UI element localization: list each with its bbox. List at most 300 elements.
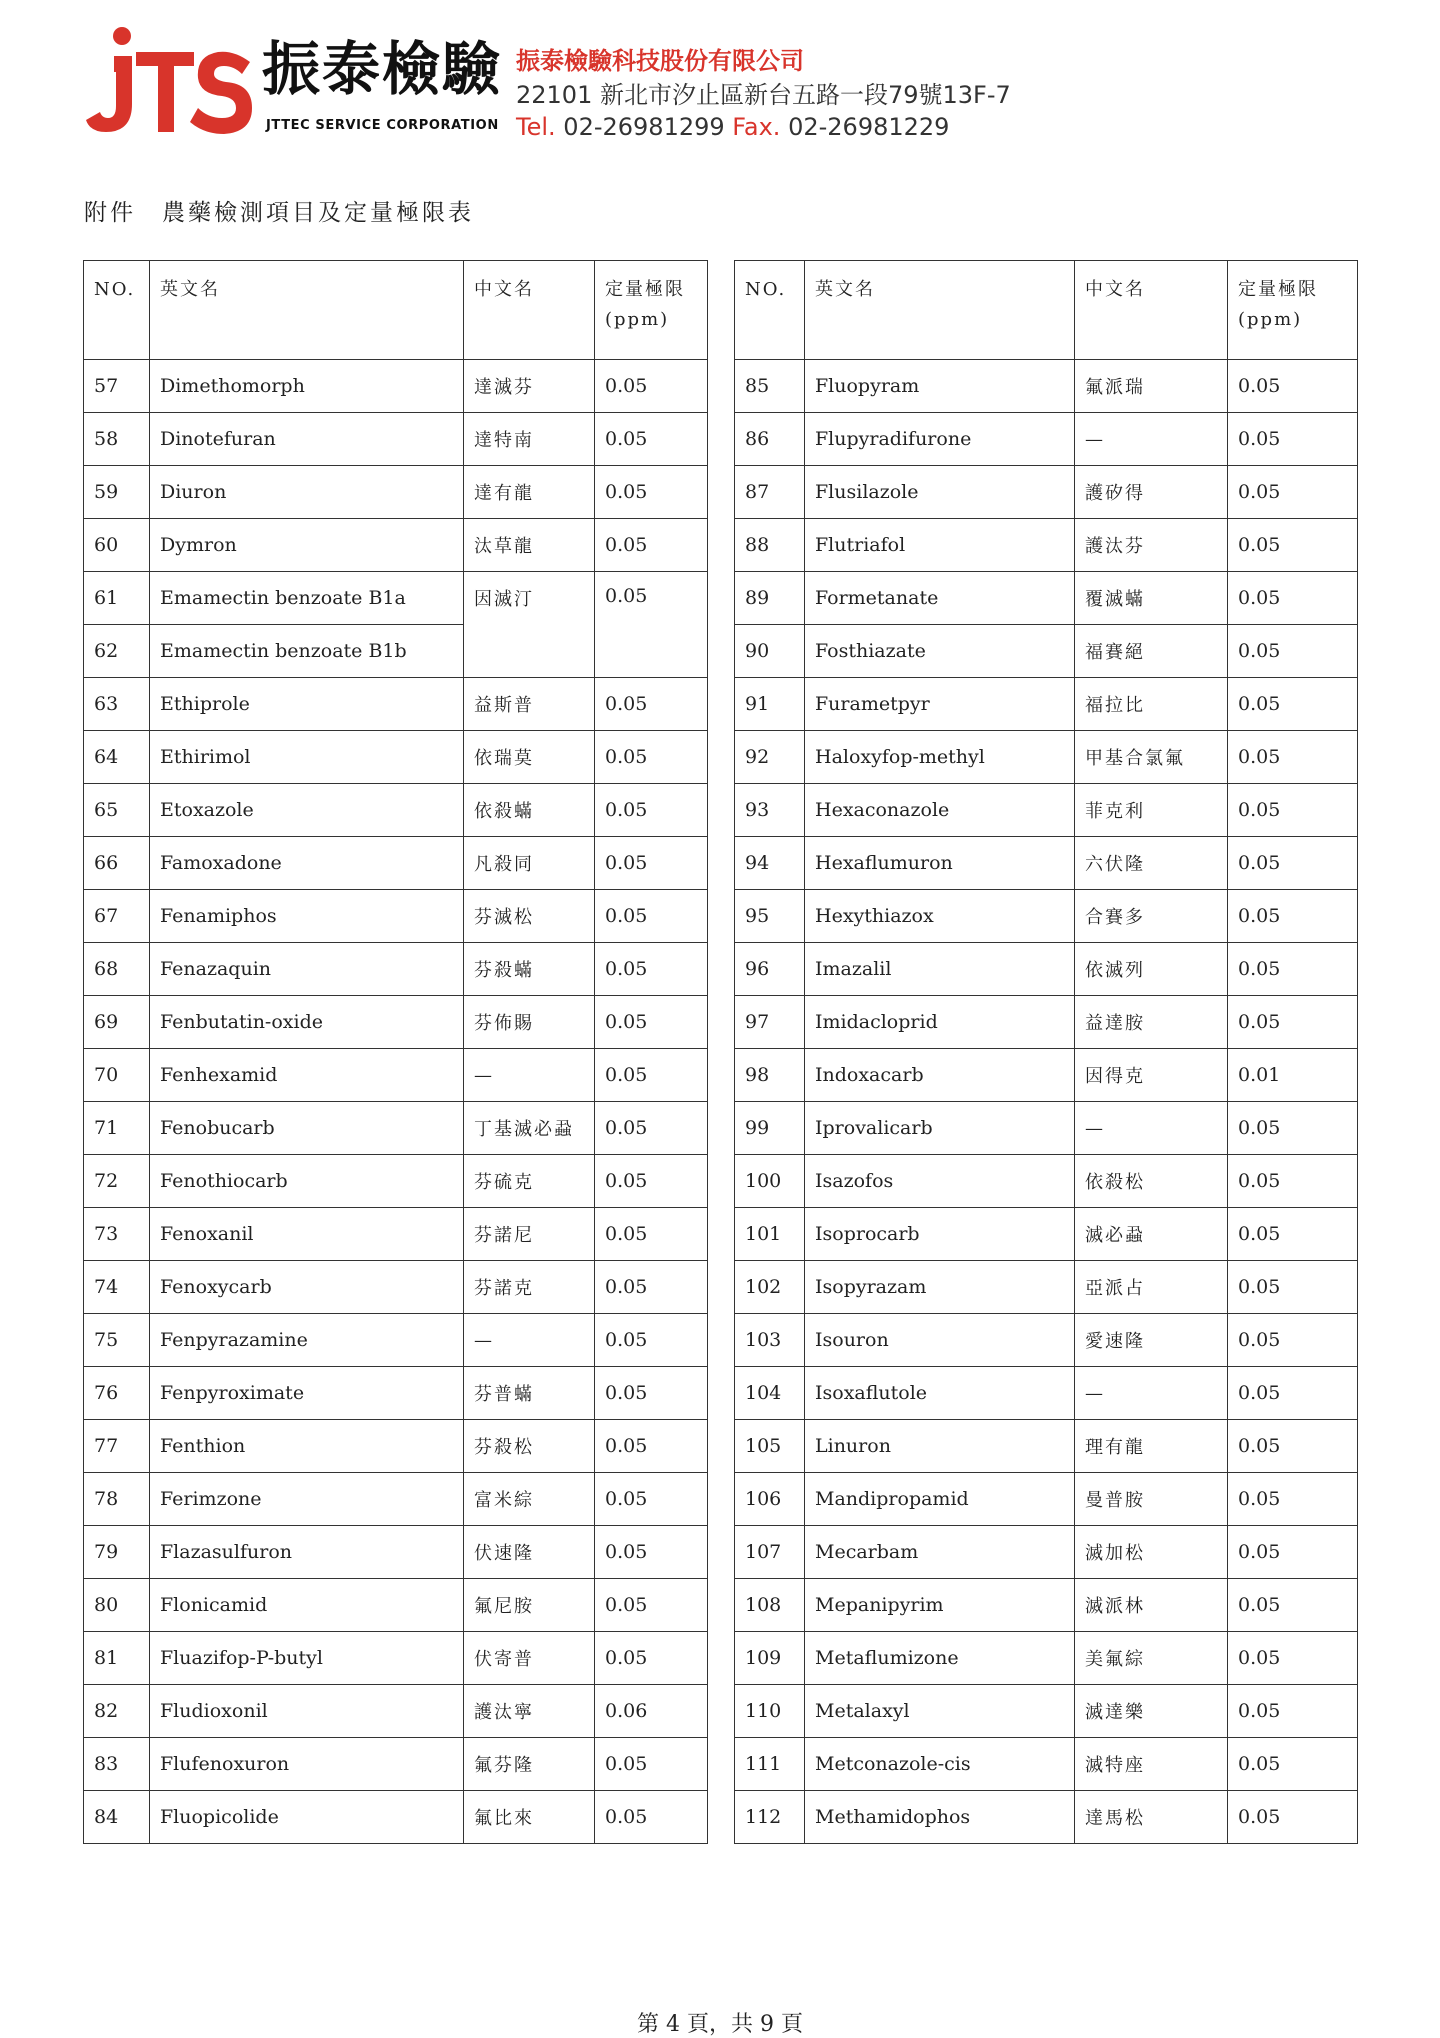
- table-row: [735, 360, 1358, 413]
- cell-loq: 0.05: [595, 1579, 708, 1632]
- cell-loq: 0.05: [1228, 360, 1358, 413]
- table-row: [735, 1102, 1358, 1155]
- cell-loq: 0.05: [595, 1473, 708, 1526]
- company-name: 振泰檢驗科技股份有限公司: [516, 47, 804, 75]
- cell-en-name: Ferimzone: [150, 1473, 464, 1526]
- table-row: [84, 360, 708, 413]
- table-row: [84, 1526, 708, 1579]
- cell-no: 93: [735, 784, 805, 837]
- cell-zh-name: —: [464, 1049, 595, 1102]
- cell-loq: 0.05: [595, 1261, 708, 1314]
- cell-en-name: Fenobucarb: [150, 1102, 464, 1155]
- cell-loq: 0.05: [595, 943, 708, 996]
- table-row: [735, 625, 1358, 678]
- brand-name-zh: 振泰檢驗: [262, 35, 503, 103]
- tel-number: 02-26981299: [563, 113, 725, 141]
- cell-loq: 0.05: [595, 413, 708, 466]
- letterhead: [84, 24, 1384, 144]
- cell-no: 95: [735, 890, 805, 943]
- header-en-name: 英文名: [805, 261, 1075, 360]
- header-loq: [595, 261, 708, 360]
- header-en-name: 英文名: [150, 261, 464, 360]
- cell-en-name: Fluopicolide: [150, 1791, 464, 1844]
- cell-no: 65: [84, 784, 150, 837]
- cell-no: 82: [84, 1685, 150, 1738]
- header-loq: [1228, 261, 1358, 360]
- logo-text: JTS: [84, 26, 86, 27]
- cell-loq: 0.05: [1228, 1367, 1358, 1420]
- cell-loq: 0.05: [595, 1155, 708, 1208]
- cell-zh-name: 合賽多: [1075, 890, 1228, 943]
- cell-loq: 0.05: [1228, 837, 1358, 890]
- table-row: [84, 466, 708, 519]
- cell-no: 107: [735, 1526, 805, 1579]
- cell-zh-name: 理有龍: [1075, 1420, 1228, 1473]
- cell-zh-name: 伏速隆: [464, 1526, 595, 1579]
- cell-zh-name: 依殺松: [1075, 1155, 1228, 1208]
- pesticide-table-right: [734, 260, 1358, 1844]
- cell-no: 112: [735, 1791, 805, 1844]
- cell-loq: 0.05: [1228, 1685, 1358, 1738]
- cell-en-name: Haloxyfop-methyl: [805, 731, 1075, 784]
- table-row: [84, 1579, 708, 1632]
- cell-en-name: Emamectin benzoate B1a: [150, 572, 464, 625]
- cell-loq: 0.05: [1228, 413, 1358, 466]
- cell-zh-name: 富米綜: [464, 1473, 595, 1526]
- cell-loq: 0.05: [595, 1102, 708, 1155]
- cell-zh-name: 依瑞莫: [464, 731, 595, 784]
- cell-loq: 0.05: [595, 678, 708, 731]
- cell-loq: 0.06: [595, 1685, 708, 1738]
- cell-no: 71: [84, 1102, 150, 1155]
- cell-loq: 0.05: [595, 1791, 708, 1844]
- table-row: [735, 1579, 1358, 1632]
- cell-zh-name: 芬佈賜: [464, 996, 595, 1049]
- cell-no: 80: [84, 1579, 150, 1632]
- cell-loq: 0.05: [1228, 1738, 1358, 1791]
- cell-no: 67: [84, 890, 150, 943]
- cell-en-name: Fenthion: [150, 1420, 464, 1473]
- cell-no: 91: [735, 678, 805, 731]
- cell-en-name: Formetanate: [805, 572, 1075, 625]
- table-row: [735, 1791, 1358, 1844]
- page-number: 第 4 頁，共 9 頁: [637, 2012, 803, 2037]
- cell-en-name: Hexaconazole: [805, 784, 1075, 837]
- cell-no: 110: [735, 1685, 805, 1738]
- cell-zh-name: 滅派林: [1075, 1579, 1228, 1632]
- cell-no: 63: [84, 678, 150, 731]
- cell-en-name: Iprovalicarb: [805, 1102, 1075, 1155]
- table-row: [84, 1208, 708, 1261]
- cell-zh-name: 氟比來: [464, 1791, 595, 1844]
- cell-en-name: Ethirimol: [150, 731, 464, 784]
- cell-zh-name: 護汰寧: [464, 1685, 595, 1738]
- cell-loq: 0.05: [1228, 784, 1358, 837]
- cell-zh-name: 芬普蟎: [464, 1367, 595, 1420]
- cell-loq: 0.05: [1228, 1420, 1358, 1473]
- document-title: [84, 194, 474, 227]
- cell-en-name: Imidacloprid: [805, 996, 1075, 1049]
- fax-number: 02-26981229: [788, 113, 950, 141]
- cell-zh-name: 亞派占: [1075, 1261, 1228, 1314]
- cell-loq: 0.05: [595, 1367, 708, 1420]
- header-zh-name: 中文名: [464, 261, 595, 360]
- cell-en-name: Fenoxycarb: [150, 1261, 464, 1314]
- table-row: [735, 1685, 1358, 1738]
- cell-en-name: Flupyradifurone: [805, 413, 1075, 466]
- cell-no: 83: [84, 1738, 150, 1791]
- cell-no: 69: [84, 996, 150, 1049]
- cell-zh-name: 達滅芬: [464, 360, 595, 413]
- cell-loq: 0.05: [1228, 1579, 1358, 1632]
- cell-no: 68: [84, 943, 150, 996]
- cell-en-name: Mepanipyrim: [805, 1579, 1075, 1632]
- table-row: [84, 1738, 708, 1791]
- company-address: 22101 新北市汐止區新台五路一段79號13F-7: [516, 81, 1011, 109]
- cell-loq: 0.05: [595, 519, 708, 572]
- table-row: [84, 996, 708, 1049]
- table-row: [735, 837, 1358, 890]
- table-row: [84, 784, 708, 837]
- cell-loq: 0.05: [1228, 1155, 1358, 1208]
- cell-zh-name: —: [464, 1314, 595, 1367]
- cell-zh-name: 芬殺蟎: [464, 943, 595, 996]
- table-row: [735, 1738, 1358, 1791]
- cell-loq: 0.05: [595, 1049, 708, 1102]
- cell-no: 98: [735, 1049, 805, 1102]
- table-row: [735, 1473, 1358, 1526]
- table-header-row: [84, 261, 708, 360]
- cell-no: 109: [735, 1632, 805, 1685]
- cell-no: 96: [735, 943, 805, 996]
- table-row: [84, 519, 708, 572]
- cell-zh-name: 氟派瑞: [1075, 360, 1228, 413]
- table-row: [735, 1049, 1358, 1102]
- cell-zh-name: 氟芬隆: [464, 1738, 595, 1791]
- cell-no: 87: [735, 466, 805, 519]
- cell-zh-name: 益斯普: [464, 678, 595, 731]
- cell-zh-name: 曼普胺: [1075, 1473, 1228, 1526]
- cell-loq: 0.05: [1228, 1261, 1358, 1314]
- company-contact: [516, 112, 949, 142]
- cell-loq: 0.05: [595, 996, 708, 1049]
- cell-zh-name: 福拉比: [1075, 678, 1228, 731]
- cell-en-name: Mandipropamid: [805, 1473, 1075, 1526]
- cell-en-name: Fludioxonil: [150, 1685, 464, 1738]
- cell-en-name: Metaflumizone: [805, 1632, 1075, 1685]
- cell-no: 90: [735, 625, 805, 678]
- cell-loq: 0.05: [595, 890, 708, 943]
- cell-no: 92: [735, 731, 805, 784]
- cell-loq: 0.05: [595, 1632, 708, 1685]
- table-row: [84, 1102, 708, 1155]
- cell-loq: 0.05: [595, 1738, 708, 1791]
- table-row: [735, 1632, 1358, 1685]
- cell-no: 101: [735, 1208, 805, 1261]
- cell-zh-name: 滅特座: [1075, 1738, 1228, 1791]
- cell-loq: 0.05: [595, 572, 708, 678]
- cell-no: 59: [84, 466, 150, 519]
- table-row: [735, 1526, 1358, 1579]
- cell-no: 81: [84, 1632, 150, 1685]
- cell-loq: 0.05: [595, 731, 708, 784]
- cell-loq: 0.05: [1228, 466, 1358, 519]
- table-row: [735, 572, 1358, 625]
- cell-en-name: Isoxaflutole: [805, 1367, 1075, 1420]
- cell-no: 99: [735, 1102, 805, 1155]
- cell-zh-name: 護矽得: [1075, 466, 1228, 519]
- cell-no: 106: [735, 1473, 805, 1526]
- cell-no: 77: [84, 1420, 150, 1473]
- brand-name-en: JTTEC SERVICE CORPORATION: [266, 118, 499, 133]
- table-row: [735, 1314, 1358, 1367]
- cell-no: 75: [84, 1314, 150, 1367]
- cell-zh-name: 丁基滅必蝨: [464, 1102, 595, 1155]
- cell-zh-name: 芬諾克: [464, 1261, 595, 1314]
- cell-loq: 0.05: [1228, 996, 1358, 1049]
- cell-en-name: Fenothiocarb: [150, 1155, 464, 1208]
- cell-loq: 0.05: [595, 784, 708, 837]
- cell-loq: 0.05: [595, 1420, 708, 1473]
- cell-no: 85: [735, 360, 805, 413]
- cell-zh-name: 滅必蝨: [1075, 1208, 1228, 1261]
- cell-loq: 0.05: [1228, 943, 1358, 996]
- table-row: [735, 784, 1358, 837]
- cell-en-name: Isopyrazam: [805, 1261, 1075, 1314]
- cell-en-name: Furametpyr: [805, 678, 1075, 731]
- cell-no: 79: [84, 1526, 150, 1579]
- cell-no: 89: [735, 572, 805, 625]
- cell-no: 108: [735, 1579, 805, 1632]
- cell-zh-name: 因得克: [1075, 1049, 1228, 1102]
- cell-zh-name: —: [1075, 413, 1228, 466]
- cell-zh-name: 因滅汀: [464, 572, 595, 678]
- cell-loq: 0.05: [1228, 625, 1358, 678]
- cell-en-name: Flufenoxuron: [150, 1738, 464, 1791]
- cell-zh-name: 依殺蟎: [464, 784, 595, 837]
- table-row: [84, 678, 708, 731]
- table-row: [84, 1632, 708, 1685]
- cell-loq: 0.05: [1228, 1102, 1358, 1155]
- header-loq-unit: (ppm): [605, 309, 670, 330]
- cell-loq: 0.05: [1228, 890, 1358, 943]
- cell-zh-name: 凡殺同: [464, 837, 595, 890]
- table-row: [84, 1049, 708, 1102]
- table-row: [84, 837, 708, 890]
- table-row: [735, 996, 1358, 1049]
- table-row: [84, 1314, 708, 1367]
- cell-en-name: Imazalil: [805, 943, 1075, 996]
- cell-loq: 0.05: [1228, 731, 1358, 784]
- cell-en-name: Fenpyroximate: [150, 1367, 464, 1420]
- table-row: [735, 413, 1358, 466]
- cell-loq: 0.05: [1228, 1473, 1358, 1526]
- cell-zh-name: 益達胺: [1075, 996, 1228, 1049]
- cell-en-name: Fenoxanil: [150, 1208, 464, 1261]
- table-header-row: [735, 261, 1358, 360]
- cell-zh-name: 芬殺松: [464, 1420, 595, 1473]
- table-row: [735, 731, 1358, 784]
- cell-zh-name: 滅加松: [1075, 1526, 1228, 1579]
- cell-no: 62: [84, 625, 150, 678]
- cell-no: 102: [735, 1261, 805, 1314]
- cell-no: 73: [84, 1208, 150, 1261]
- header-no: NO.: [84, 261, 150, 360]
- cell-loq: 0.05: [595, 360, 708, 413]
- cell-no: 86: [735, 413, 805, 466]
- cell-no: 100: [735, 1155, 805, 1208]
- cell-loq: 0.05: [595, 1314, 708, 1367]
- table-row: [84, 1473, 708, 1526]
- cell-zh-name: 芬滅松: [464, 890, 595, 943]
- table-row: [84, 1367, 708, 1420]
- cell-en-name: Fenhexamid: [150, 1049, 464, 1102]
- cell-en-name: Flusilazole: [805, 466, 1075, 519]
- header-loq-unit: (ppm): [1238, 309, 1303, 330]
- cell-zh-name: 福賽絕: [1075, 625, 1228, 678]
- cell-en-name: Fenbutatin-oxide: [150, 996, 464, 1049]
- cell-zh-name: —: [1075, 1367, 1228, 1420]
- cell-zh-name: 菲克利: [1075, 784, 1228, 837]
- cell-no: 72: [84, 1155, 150, 1208]
- cell-en-name: Dimethomorph: [150, 360, 464, 413]
- table-row: [735, 1155, 1358, 1208]
- cell-zh-name: 汰草龍: [464, 519, 595, 572]
- cell-loq: 0.05: [595, 1208, 708, 1261]
- table-row: [84, 890, 708, 943]
- table-row: [735, 678, 1358, 731]
- table-row: [84, 943, 708, 996]
- annex-label: 附件: [84, 200, 136, 226]
- cell-en-name: Indoxacarb: [805, 1049, 1075, 1102]
- table-row: [735, 943, 1358, 996]
- table-row: [84, 731, 708, 784]
- cell-no: 64: [84, 731, 150, 784]
- table-row: [735, 1420, 1358, 1473]
- cell-en-name: Flutriafol: [805, 519, 1075, 572]
- cell-no: 78: [84, 1473, 150, 1526]
- cell-en-name: Fenpyrazamine: [150, 1314, 464, 1367]
- cell-loq: 0.05: [1228, 1526, 1358, 1579]
- header-no: NO.: [735, 261, 805, 360]
- cell-zh-name: 氟尼胺: [464, 1579, 595, 1632]
- table-row: [84, 1791, 708, 1844]
- cell-no: 70: [84, 1049, 150, 1102]
- cell-zh-name: 達馬松: [1075, 1791, 1228, 1844]
- cell-loq: 0.05: [1228, 519, 1358, 572]
- cell-zh-name: 伏寄普: [464, 1632, 595, 1685]
- cell-en-name: Diuron: [150, 466, 464, 519]
- cell-zh-name: 六伏隆: [1075, 837, 1228, 890]
- cell-en-name: Dinotefuran: [150, 413, 464, 466]
- table-row: [84, 1261, 708, 1314]
- cell-no: 66: [84, 837, 150, 890]
- cell-no: 61: [84, 572, 150, 625]
- cell-zh-name: 滅達樂: [1075, 1685, 1228, 1738]
- cell-en-name: Methamidophos: [805, 1791, 1075, 1844]
- cell-en-name: Fenazaquin: [150, 943, 464, 996]
- cell-en-name: Fenamiphos: [150, 890, 464, 943]
- table-row: [735, 890, 1358, 943]
- cell-en-name: Metalaxyl: [805, 1685, 1075, 1738]
- cell-no: 60: [84, 519, 150, 572]
- table-title: 農藥檢測項目及定量極限表: [162, 200, 474, 226]
- cell-en-name: Isouron: [805, 1314, 1075, 1367]
- cell-loq: 0.05: [1228, 1208, 1358, 1261]
- cell-loq: 0.05: [1228, 678, 1358, 731]
- table-row: [84, 1420, 708, 1473]
- cell-no: 94: [735, 837, 805, 890]
- tel-label: Tel.: [516, 113, 556, 141]
- cell-en-name: Hexaflumuron: [805, 837, 1075, 890]
- table-row: [84, 1685, 708, 1738]
- cell-zh-name: 愛速隆: [1075, 1314, 1228, 1367]
- cell-loq: 0.05: [595, 466, 708, 519]
- cell-en-name: Isazofos: [805, 1155, 1075, 1208]
- header-loq-label: 定量極限: [1238, 279, 1318, 300]
- cell-en-name: Fluopyram: [805, 360, 1075, 413]
- cell-no: 111: [735, 1738, 805, 1791]
- cell-en-name: Emamectin benzoate B1b: [150, 625, 464, 678]
- table-row: [735, 519, 1358, 572]
- cell-no: 57: [84, 360, 150, 413]
- cell-no: 84: [84, 1791, 150, 1844]
- table-row: [735, 1261, 1358, 1314]
- cell-zh-name: —: [1075, 1102, 1228, 1155]
- cell-loq: 0.05: [595, 1526, 708, 1579]
- cell-zh-name: 美氟綜: [1075, 1632, 1228, 1685]
- pesticide-table-left: [83, 260, 708, 1844]
- cell-zh-name: 護汰芬: [1075, 519, 1228, 572]
- cell-no: 105: [735, 1420, 805, 1473]
- cell-zh-name: 依滅列: [1075, 943, 1228, 996]
- cell-no: 74: [84, 1261, 150, 1314]
- cell-en-name: Ethiprole: [150, 678, 464, 731]
- cell-en-name: Hexythiazox: [805, 890, 1075, 943]
- table-row: [735, 1367, 1358, 1420]
- cell-zh-name: 芬諾尼: [464, 1208, 595, 1261]
- cell-zh-name: 芬硫克: [464, 1155, 595, 1208]
- cell-en-name: Metconazole-cis: [805, 1738, 1075, 1791]
- table-row: [84, 572, 708, 625]
- cell-zh-name: 達有龍: [464, 466, 595, 519]
- cell-en-name: Etoxazole: [150, 784, 464, 837]
- cell-no: 97: [735, 996, 805, 1049]
- table-row: [735, 1208, 1358, 1261]
- cell-en-name: Famoxadone: [150, 837, 464, 890]
- cell-zh-name: 甲基合氯氟: [1075, 731, 1228, 784]
- table-row: [735, 466, 1358, 519]
- cell-en-name: Dymron: [150, 519, 464, 572]
- cell-loq: 0.01: [1228, 1049, 1358, 1102]
- cell-loq: 0.05: [1228, 1791, 1358, 1844]
- header-loq-label: 定量極限: [605, 279, 685, 300]
- cell-loq: 0.05: [1228, 1632, 1358, 1685]
- cell-en-name: Fluazifop-P-butyl: [150, 1632, 464, 1685]
- cell-no: 58: [84, 413, 150, 466]
- cell-en-name: Isoprocarb: [805, 1208, 1075, 1261]
- cell-loq: 0.05: [1228, 572, 1358, 625]
- cell-en-name: Mecarbam: [805, 1526, 1075, 1579]
- cell-en-name: Flazasulfuron: [150, 1526, 464, 1579]
- cell-no: 103: [735, 1314, 805, 1367]
- cell-en-name: Linuron: [805, 1420, 1075, 1473]
- cell-loq: 0.05: [1228, 1314, 1358, 1367]
- table-row: [84, 413, 708, 466]
- jts-logo-icon: [84, 26, 254, 138]
- cell-no: 104: [735, 1367, 805, 1420]
- table-row: [84, 1155, 708, 1208]
